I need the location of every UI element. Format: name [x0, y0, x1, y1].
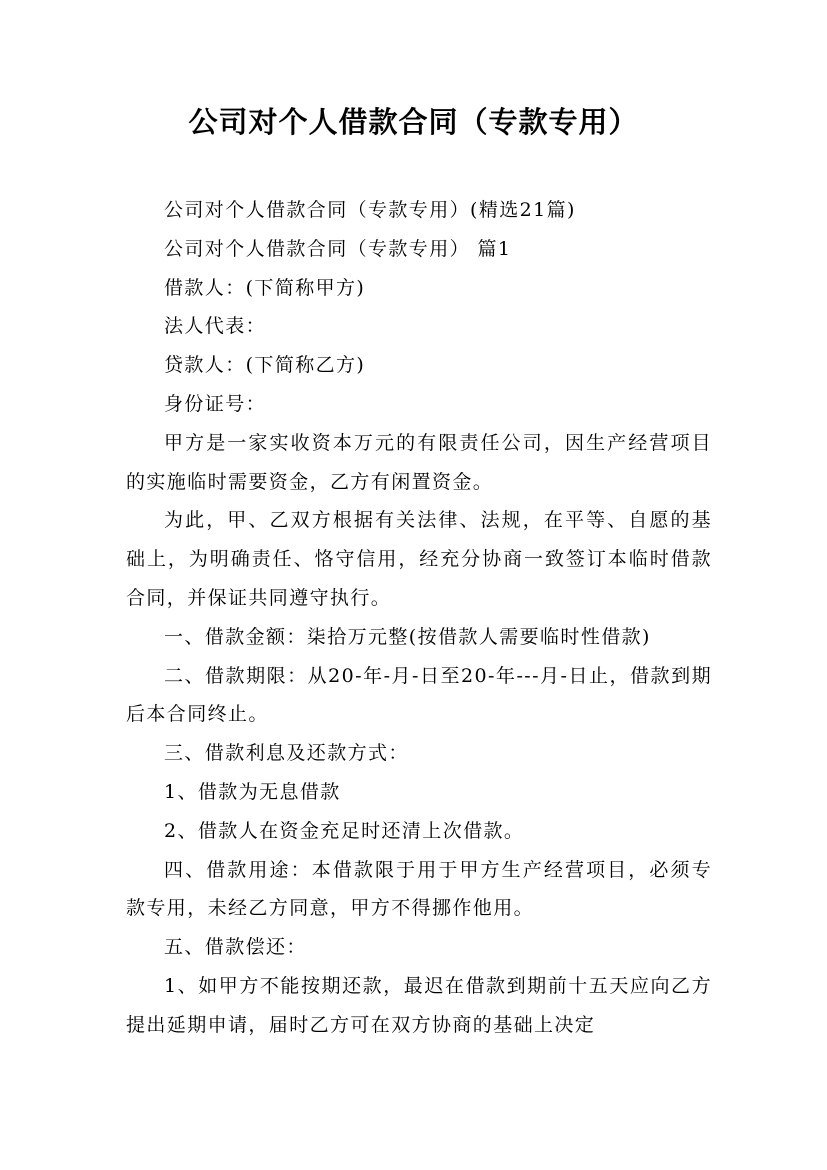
- paragraph-loan-purpose: 四、借款用途：本借款限于用于甲方生产经营项目，必须专款专用，未经乙方同意，甲方不得挪作他用。: [126, 858, 712, 920]
- paragraph-id-number: 身份证号：: [164, 392, 267, 415]
- paragraph-loan-term: 二、借款期限：从20-年-月-日至20-年---月-日止，借款到期后本合同终止。: [126, 664, 712, 726]
- paragraph-collection-title: 公司对个人借款合同（专款专用）(精选21篇): [164, 199, 576, 221]
- document-title: 公司对个人借款合同（专款专用）: [188, 105, 639, 139]
- paragraph-loan-amount: 一、借款金额：柒拾万元整(按借款人需要临时性借款): [164, 625, 651, 648]
- paragraph-article-heading: 公司对个人借款合同（专款专用） 篇1: [164, 237, 512, 260]
- paragraph-repayment-heading: 五、借款偿还：: [164, 936, 307, 959]
- paragraph-agreement-basis: 为此，甲、乙双方根据有关法律、法规，在平等、自愿的基础上，为明确责任、恪守信用，经充分协商一致签订本临时借款合同，并保证共同遵守执行。: [126, 509, 712, 609]
- paragraph-background: 甲方是一家实收资本万元的有限责任公司，因生产经营项目的实施临时需要资金，乙方有闲置资金。: [126, 431, 712, 493]
- document-body: [126, 191, 712, 1045]
- paragraph-interest-heading: 三、借款利息及还款方式：: [164, 742, 409, 765]
- paragraph-interest-item-1: 1、借款为无息借款: [164, 780, 341, 803]
- paragraph-borrower: 借款人：(下简称甲方): [164, 276, 366, 299]
- paragraph-interest-item-2: 2、借款人在资金充足时还清上次借款。: [164, 819, 525, 842]
- paragraph-repayment-item-1: 1、如甲方不能按期还款，最迟在借款到期前十五天应向乙方提出延期申请，届时乙方可在双方协商的基础上决定: [126, 974, 712, 1036]
- paragraph-lender: 贷款人：(下简称乙方): [164, 354, 366, 377]
- paragraph-legal-representative: 法人代表：: [164, 315, 267, 338]
